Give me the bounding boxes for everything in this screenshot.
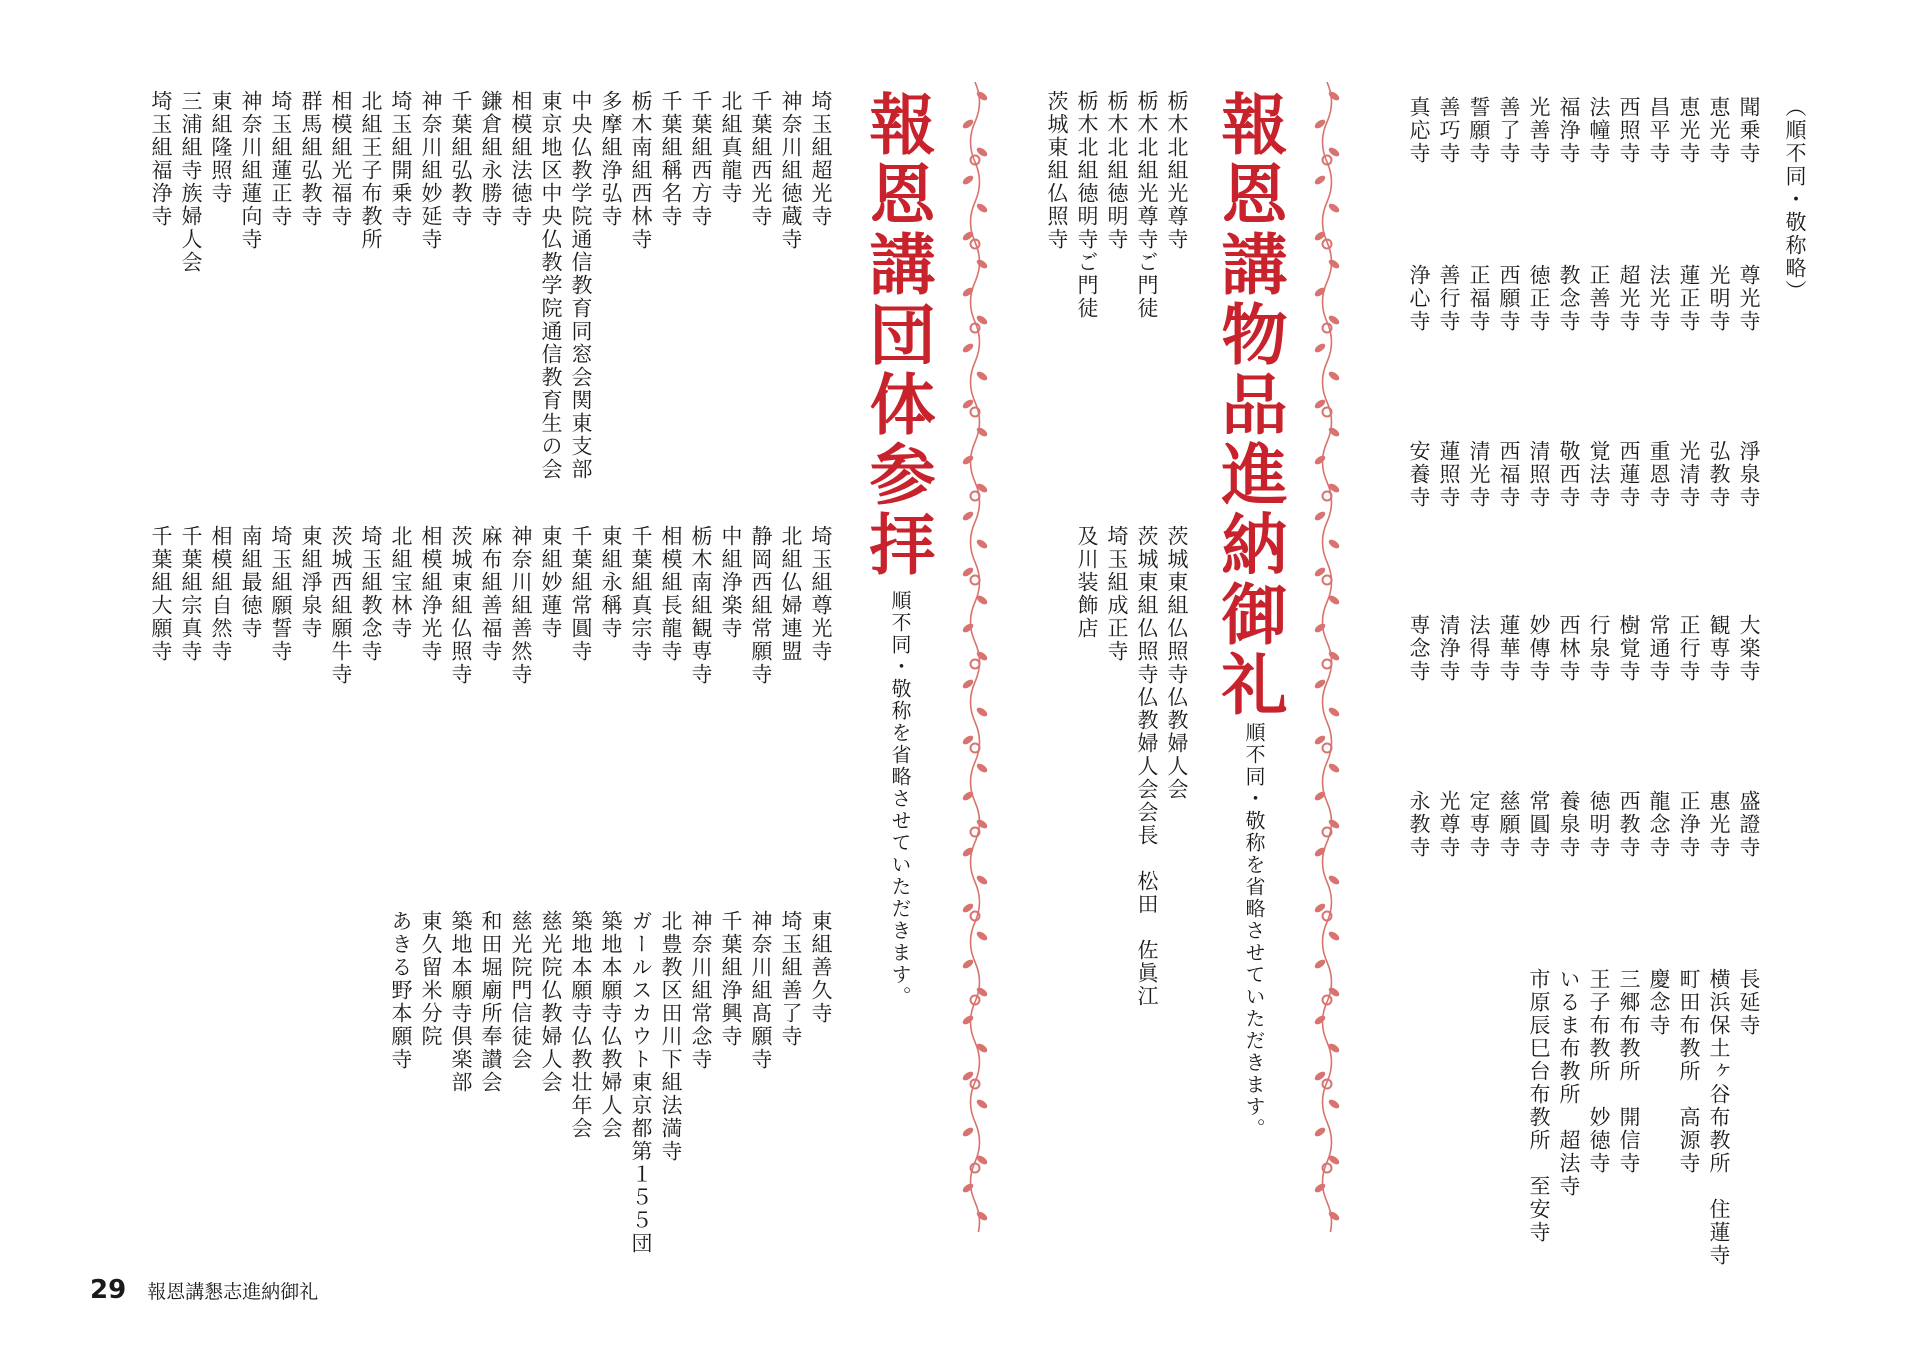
vine-flower xyxy=(1323,912,1332,921)
group-name: 北組真龍寺 xyxy=(719,90,743,205)
vine-leaf xyxy=(975,706,989,718)
temple-name: 善了寺 xyxy=(1497,96,1521,165)
group-name: 埼玉組願誓寺 xyxy=(269,525,293,663)
group-name: 多摩組浄弘寺 xyxy=(599,90,623,228)
group-name: 北組仏婦連盟 xyxy=(779,525,803,663)
vine-flower xyxy=(1323,492,1332,501)
group-name: 築地本願寺倶楽部 xyxy=(449,910,473,1094)
temple-name: 大楽寺 xyxy=(1737,614,1761,683)
group-name: 北組王子布教所 xyxy=(359,90,383,251)
group-name: 東組永稱寺 xyxy=(599,525,623,640)
group-name: 神奈川組善然寺 xyxy=(509,525,533,686)
temple-name: 昌平寺 xyxy=(1647,96,1671,165)
temple-name: 西福寺 xyxy=(1497,440,1521,509)
temple-name: 恵光寺 xyxy=(1677,96,1701,165)
temple-name: 聞乗寺 xyxy=(1737,96,1761,165)
group-name: 群馬組弘教寺 xyxy=(299,90,323,228)
temple-extra-name: 慶念寺 xyxy=(1647,968,1671,1037)
vine-leaf xyxy=(1327,1098,1341,1110)
temple-extra-name: 王子布教所 妙徳寺 xyxy=(1587,968,1611,1175)
group-name: 千葉組稱名寺 xyxy=(659,90,683,228)
vine-leaf xyxy=(1327,762,1341,774)
group-name: 静岡西組常願寺 xyxy=(749,525,773,686)
group-name: 栃木南組西林寺 xyxy=(629,90,653,251)
group-name: 相模組自然寺 xyxy=(209,525,233,663)
group-name: 東組隆照寺 xyxy=(209,90,233,205)
temple-name: 養泉寺 xyxy=(1557,790,1581,859)
vine-leaf xyxy=(961,342,975,354)
group-name: 三浦組寺族婦人会 xyxy=(179,90,203,274)
temple-name: 淨泉寺 xyxy=(1737,440,1761,509)
vine-flower xyxy=(971,576,980,585)
goods-section-note: 順不同・敬称を省略させていただきます。 xyxy=(1242,722,1266,1140)
page-number: 29 xyxy=(90,1275,127,1305)
vine-leaf xyxy=(975,90,989,102)
temple-name: 惠光寺 xyxy=(1707,790,1731,859)
temple-name: 定専寺 xyxy=(1467,790,1491,859)
group-name: 茨城西組願牛寺 xyxy=(329,525,353,686)
temple-name: 慈願寺 xyxy=(1497,790,1521,859)
vine-leaf xyxy=(1313,174,1327,186)
temple-name: 行泉寺 xyxy=(1587,614,1611,683)
vine-leaf xyxy=(1313,1126,1327,1138)
group-name: 埼玉組開乗寺 xyxy=(389,90,413,228)
group-name: 埼玉組蓮正寺 xyxy=(269,90,293,228)
goods-donor: 茨城東組仏照寺仏教婦人会 xyxy=(1165,525,1189,801)
temple-extra-name: 長延寺 xyxy=(1737,968,1761,1037)
vine-flower xyxy=(971,324,980,333)
group-name: 栃木南組観専寺 xyxy=(689,525,713,686)
temple-name: 安養寺 xyxy=(1407,440,1431,509)
vine-flower xyxy=(1323,576,1332,585)
group-section-note: 順不同・敬称を省略させていただきます。 xyxy=(888,590,912,1008)
group-name: 南組最徳寺 xyxy=(239,525,263,640)
temple-name: 善巧寺 xyxy=(1437,96,1461,165)
group-name: 慈光院門信徒会 xyxy=(509,910,533,1071)
temple-name: 弘教寺 xyxy=(1707,440,1731,509)
temple-name: 清光寺 xyxy=(1467,440,1491,509)
temple-name: 西林寺 xyxy=(1557,614,1581,683)
page-footer-label: 報恩講懇志進納御礼 xyxy=(147,1280,319,1303)
group-name: 東組善久寺 xyxy=(809,910,833,1025)
temple-name: 善行寺 xyxy=(1437,264,1461,333)
goods-donor: 埼玉組成正寺 xyxy=(1105,525,1129,663)
vine-leaf xyxy=(961,958,975,970)
vine-flower xyxy=(971,744,980,753)
vine-svg xyxy=(960,82,990,1232)
temple-name: 光善寺 xyxy=(1527,96,1551,165)
temple-extra-name: いるま布教所 超法寺 xyxy=(1557,968,1581,1198)
group-name: 慈光院仏教婦人会 xyxy=(539,910,563,1094)
group-name: 築地本願寺仏教婦人会 xyxy=(599,910,623,1140)
group-name: 中組浄楽寺 xyxy=(719,525,743,640)
group-name: 千葉組真宗寺 xyxy=(629,525,653,663)
vine-leaf xyxy=(975,370,989,382)
vine-flower xyxy=(971,912,980,921)
temple-name: 超光寺 xyxy=(1617,264,1641,333)
vine-flower xyxy=(1323,324,1332,333)
group-name: 東組妙蓮寺 xyxy=(539,525,563,640)
vine-leaf xyxy=(975,874,989,886)
group-name: 千葉組西光寺 xyxy=(749,90,773,228)
temple-name: 観専寺 xyxy=(1707,614,1731,683)
vine-leaf xyxy=(961,510,975,522)
goods-donor: 茨城東組仏照寺 xyxy=(1045,90,1069,251)
vine-leaf xyxy=(1327,202,1341,214)
temple-name: 光明寺 xyxy=(1707,264,1731,333)
temple-name: 光清寺 xyxy=(1677,440,1701,509)
vine-flower xyxy=(971,660,980,669)
vine-leaf xyxy=(1327,874,1341,886)
group-name: 神奈川組髙願寺 xyxy=(749,910,773,1071)
temple-name: 正行寺 xyxy=(1677,614,1701,683)
temple-name: 永教寺 xyxy=(1407,790,1431,859)
list-header-note: （順不同・敬称略） xyxy=(1783,96,1807,303)
temple-name: 西照寺 xyxy=(1617,96,1641,165)
group-name: 千葉組宗真寺 xyxy=(179,525,203,663)
vine-leaf xyxy=(1327,706,1341,718)
group-name: 北豊教区田川下組法満寺 xyxy=(659,910,683,1163)
temple-name: 龍念寺 xyxy=(1647,790,1671,859)
page-footer xyxy=(90,1275,318,1305)
group-name: 和田堀廟所奉讃会 xyxy=(479,910,503,1094)
group-name: 埼玉組教念寺 xyxy=(359,525,383,663)
temple-name: 重恩寺 xyxy=(1647,440,1671,509)
group-name: 中央仏教学院通信教育同窓会関東支部 xyxy=(569,90,593,481)
group-name: 築地本願寺仏教壮年会 xyxy=(569,910,593,1140)
group-name: 東京地区中央仏教学院通信教育生の会 xyxy=(539,90,563,481)
temple-name: 蓮華寺 xyxy=(1497,614,1521,683)
vine-leaf xyxy=(961,1014,975,1026)
temple-name: 蓮照寺 xyxy=(1437,440,1461,509)
vine-flower xyxy=(971,492,980,501)
vine-leaf xyxy=(1327,258,1341,270)
vine-leaf xyxy=(975,538,989,550)
vine-leaf xyxy=(961,622,975,634)
temple-name: 徳明寺 xyxy=(1587,790,1611,859)
temple-name: 光尊寺 xyxy=(1437,790,1461,859)
group-name: 相模組法徳寺 xyxy=(509,90,533,228)
temple-name: 西蓮寺 xyxy=(1617,440,1641,509)
group-name: 北組宝林寺 xyxy=(389,525,413,640)
vine-leaf xyxy=(1313,622,1327,634)
goods-donor: 栃木北組光尊寺ご門徒 xyxy=(1135,90,1159,320)
vine-leaf xyxy=(975,202,989,214)
temple-extra-name: 横浜保土ヶ谷布教所 住蓮寺 xyxy=(1707,968,1731,1267)
group-name: 麻布組善福寺 xyxy=(479,525,503,663)
temple-name: 徳正寺 xyxy=(1527,264,1551,333)
vine-flower xyxy=(1323,1164,1332,1173)
temple-name: 専念寺 xyxy=(1407,614,1431,683)
vine-leaf xyxy=(975,1210,989,1222)
temple-name: 清照寺 xyxy=(1527,440,1551,509)
temple-name: 正善寺 xyxy=(1587,264,1611,333)
temple-name: 法光寺 xyxy=(1647,264,1671,333)
temple-name: 盛證寺 xyxy=(1737,790,1761,859)
group-name: 千葉組弘教寺 xyxy=(449,90,473,228)
temple-name: 妙傳寺 xyxy=(1527,614,1551,683)
vine-leaf xyxy=(1327,1210,1341,1222)
group-name: 千葉組大願寺 xyxy=(149,525,173,663)
temple-name: 蓮正寺 xyxy=(1677,264,1701,333)
goods-donor: 茨城東組仏照寺仏教婦人会会長 松田 佐眞江 xyxy=(1135,525,1159,1008)
temple-name: 常通寺 xyxy=(1647,614,1671,683)
temple-extra-name: 町田布教所 高源寺 xyxy=(1677,968,1701,1175)
vine-flower xyxy=(971,1164,980,1173)
group-name: 神奈川組妙延寺 xyxy=(419,90,443,251)
vine-leaf xyxy=(1313,510,1327,522)
group-name: 埼玉組福浄寺 xyxy=(149,90,173,228)
group-name: 東組淨泉寺 xyxy=(299,525,323,640)
goods-donor: 栃木北組徳明寺 xyxy=(1105,90,1129,251)
temple-name: 浄心寺 xyxy=(1407,264,1431,333)
group-name: 神奈川組蓮向寺 xyxy=(239,90,263,251)
temple-name: 福浄寺 xyxy=(1557,96,1581,165)
group-name: 神奈川組常念寺 xyxy=(689,910,713,1071)
vine-leaf xyxy=(1313,342,1327,354)
vine-leaf xyxy=(961,174,975,186)
vine-leaf xyxy=(975,1098,989,1110)
group-name: 相模組光福寺 xyxy=(329,90,353,228)
vine-svg xyxy=(1312,82,1342,1232)
vine-leaf xyxy=(975,258,989,270)
goods-donor: 及川装飾店 xyxy=(1075,525,1099,640)
floral-vine-divider-left xyxy=(960,82,990,1232)
temple-name: 樹覚寺 xyxy=(1617,614,1641,683)
goods-donor: 栃木北組光尊寺 xyxy=(1165,90,1189,251)
vine-stem xyxy=(1323,82,1332,1232)
vine-leaf xyxy=(1313,1182,1327,1194)
temple-name: 覚法寺 xyxy=(1587,440,1611,509)
vine-leaf xyxy=(961,454,975,466)
temple-name: 尊光寺 xyxy=(1737,264,1761,333)
vine-leaf xyxy=(1313,958,1327,970)
temple-name: 常圓寺 xyxy=(1527,790,1551,859)
group-name: 茨城東組仏照寺 xyxy=(449,525,473,686)
floral-vine-divider-right xyxy=(1312,82,1342,1232)
group-section-title: 報恩講団体参拝 xyxy=(858,90,936,580)
temple-name: 正浄寺 xyxy=(1677,790,1701,859)
vine-stem xyxy=(971,82,980,1232)
group-name: 相模組浄光寺 xyxy=(419,525,443,663)
temple-name: 敬西寺 xyxy=(1557,440,1581,509)
vine-leaf xyxy=(1313,1014,1327,1026)
temple-extra-name: 市原辰巳台布教所 至安寺 xyxy=(1527,968,1551,1244)
group-name: ガールスカウト東京都第１５５団 xyxy=(629,910,653,1255)
temple-name: 西願寺 xyxy=(1497,264,1521,333)
group-name: 東久留米分院 xyxy=(419,910,443,1048)
vine-leaf xyxy=(1313,454,1327,466)
group-name: 埼玉組善了寺 xyxy=(779,910,803,1048)
goods-donor: 栃木北組徳明寺ご門徒 xyxy=(1075,90,1099,320)
vine-leaf xyxy=(1327,370,1341,382)
vine-leaf xyxy=(961,1126,975,1138)
temple-extra-name: 三郷布教所 開信寺 xyxy=(1617,968,1641,1175)
goods-section-title: 報恩講物品進納御礼 xyxy=(1210,90,1288,720)
vine-leaf xyxy=(1327,90,1341,102)
group-name: 神奈川組徳蔵寺 xyxy=(779,90,803,251)
temple-name: 真応寺 xyxy=(1407,96,1431,165)
vine-leaf xyxy=(975,930,989,942)
group-name: あきる野本願寺 xyxy=(389,910,413,1071)
group-name: 埼玉組超光寺 xyxy=(809,90,833,228)
temple-name: 法得寺 xyxy=(1467,614,1491,683)
temple-name: 誓願寺 xyxy=(1467,96,1491,165)
temple-name: 教念寺 xyxy=(1557,264,1581,333)
temple-name: 清浄寺 xyxy=(1437,614,1461,683)
vine-flower xyxy=(1323,660,1332,669)
group-name: 千葉組西方寺 xyxy=(689,90,713,228)
vine-leaf xyxy=(961,1182,975,1194)
vine-flower xyxy=(1323,744,1332,753)
vine-leaf xyxy=(1327,538,1341,550)
group-name: 千葉組浄興寺 xyxy=(719,910,743,1048)
group-name: 鎌倉組永勝寺 xyxy=(479,90,503,228)
temple-name: 西教寺 xyxy=(1617,790,1641,859)
temple-name: 恵光寺 xyxy=(1707,96,1731,165)
group-name: 千葉組常圓寺 xyxy=(569,525,593,663)
temple-name: 正福寺 xyxy=(1467,264,1491,333)
group-name: 相模組長龍寺 xyxy=(659,525,683,663)
vine-leaf xyxy=(975,762,989,774)
group-name: 埼玉組尊光寺 xyxy=(809,525,833,663)
vine-leaf xyxy=(1327,930,1341,942)
temple-name: 法幢寺 xyxy=(1587,96,1611,165)
